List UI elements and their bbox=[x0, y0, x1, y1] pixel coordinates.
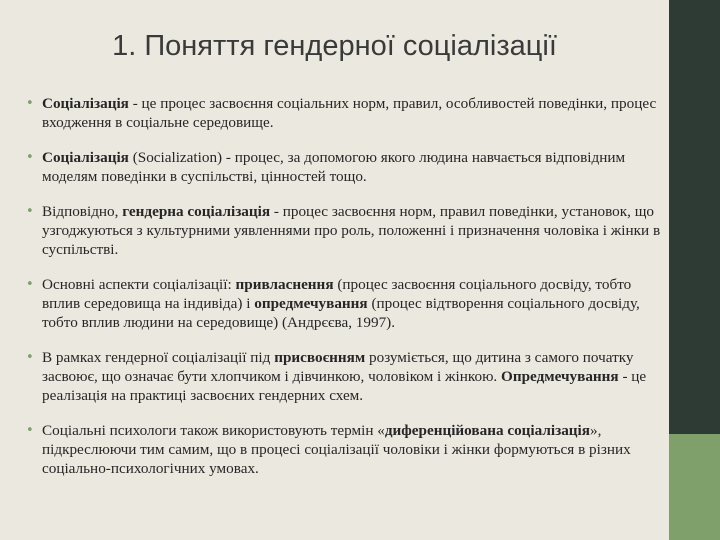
bullet-dot-icon: • bbox=[26, 204, 34, 219]
bullet-run: - це процес засвоєння соціальних норм, правил, особливостей поведінки, процес входження в соціальне середовище. bbox=[42, 95, 657, 131]
bullet-dot-icon: • bbox=[26, 150, 34, 165]
bullet-run: - це реалізація на практиці засвоєних гендерних схем. bbox=[42, 368, 647, 404]
bullet-dot-icon: • bbox=[26, 277, 34, 292]
slide-title: 1. Поняття гендерної соціалізації bbox=[112, 30, 557, 62]
bullet-term: присвоєнням bbox=[274, 349, 366, 366]
bullet-term: Соціалізація bbox=[42, 95, 129, 112]
bullet-dot-icon: • bbox=[26, 423, 34, 438]
bullet-list bbox=[22, 94, 662, 494]
bullet-run: (процес засвоєння соціального досвіду, тобто вплив середовища на індивіда) і bbox=[42, 276, 632, 312]
bullet-run: », підкреслюючи тим самим, що в процесі соціалізації чоловіки і жінки формуються в різних соціально-психологічних умовах. bbox=[42, 422, 631, 477]
bullet-term: опредмечування bbox=[254, 295, 368, 312]
bullet-term: Соціалізація bbox=[42, 149, 129, 166]
bullet-run: Основні аспекти соціалізації: bbox=[42, 276, 236, 293]
bullet-run: Відповідно, bbox=[42, 203, 123, 220]
bullet-text bbox=[42, 276, 640, 331]
bullet-run: - процес засвоєння норм, правил поведінки, установок, що узгоджуються з культурними уявленнями про роль, положенні і призначення чоловіка і жінки в суспільстві. bbox=[42, 203, 661, 258]
bullet-term: диференційована соціалізація bbox=[384, 422, 590, 439]
bullet-run: (Socialization) - процес, за допомогою якого людина навчається відповідним моделям поведінки в суспільстві, цінностей тощо. bbox=[42, 149, 626, 185]
bullet-text bbox=[42, 422, 631, 477]
bullet-text bbox=[42, 95, 656, 131]
bullet-dot-icon: • bbox=[26, 350, 34, 365]
bullet-term: гендерна соціалізація bbox=[122, 203, 271, 220]
bullet-item bbox=[22, 202, 662, 259]
sidebar-decoration bbox=[669, 0, 720, 434]
bullet-term: привласнення bbox=[235, 276, 334, 293]
bullet-item bbox=[22, 148, 662, 186]
sidebar-accent-block bbox=[669, 434, 720, 540]
bullet-term: Опредмечування bbox=[501, 368, 619, 385]
bullet-item bbox=[22, 348, 662, 405]
bullet-run: В рамках гендерної соціалізації під bbox=[42, 349, 275, 366]
bullet-text bbox=[42, 149, 625, 185]
bullet-run: Соціальні психологи також використовують термін « bbox=[42, 422, 385, 439]
bullet-item bbox=[22, 421, 662, 478]
bullet-item bbox=[22, 275, 662, 332]
bullet-text bbox=[42, 349, 646, 404]
bullet-dot-icon: • bbox=[26, 96, 34, 111]
bullet-item bbox=[22, 94, 662, 132]
bullet-run: (процес відтворення соціального досвіду, тобто вплив людини на середовище) (Андрєєва, 1997). bbox=[42, 295, 640, 331]
bullet-run: розуміється, що дитина з самого початку засвоює, що означає бути хлопчиком і дівчинкою, чоловіком і жінкою. bbox=[42, 349, 634, 385]
bullet-text bbox=[42, 203, 660, 258]
